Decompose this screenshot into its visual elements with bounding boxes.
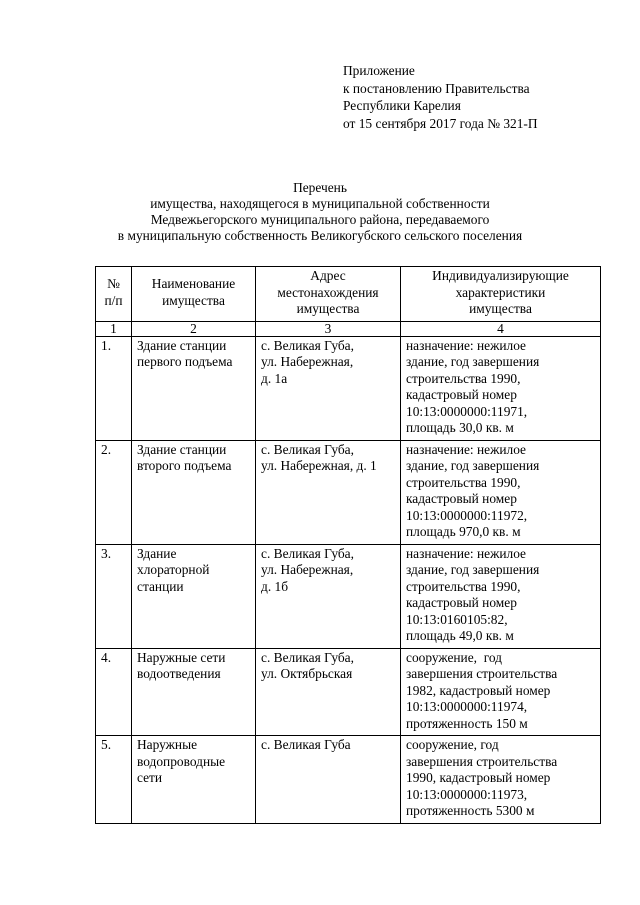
details-line: 10:13:0000000:11972,: [406, 507, 528, 523]
heading-line: в муниципальную собственность Великогубского сельского поселения: [117, 228, 523, 243]
table-row: [96, 440, 601, 544]
details-line: строительства 1990,: [406, 370, 521, 386]
details-line: кадастровый номер: [406, 387, 517, 402]
header-line: характеристики: [455, 284, 546, 300]
address-line: ул. Октябрьская: [261, 666, 353, 681]
details-line: протяженность 5300 м: [406, 803, 535, 818]
details-line: строительства 1990,: [406, 474, 521, 490]
column-number: 4: [401, 321, 601, 336]
address-line: ул. Набережная, д. 1: [261, 458, 377, 473]
row-name: [132, 736, 256, 824]
row-details: [401, 648, 601, 736]
row-details: [401, 440, 601, 544]
appendix-line: от 15 сентября 2017 года № 321-П: [343, 115, 538, 131]
address-line: д. 1б: [261, 578, 289, 594]
column-number: 2: [132, 321, 256, 336]
details-line: кадастровый номер: [406, 595, 517, 610]
column-number: 3: [256, 321, 401, 336]
row-details: [401, 736, 601, 824]
details-line: площадь 970,0 кв. м: [406, 524, 521, 539]
appendix-line: к постановлению Правительства: [343, 80, 530, 96]
header-line: Адрес: [310, 268, 346, 283]
details-line: строительства 1990,: [406, 578, 521, 594]
row-name: [132, 336, 256, 440]
details-line: площадь 30,0 кв. м: [406, 420, 514, 435]
appendix-line: Республики Карелия: [343, 98, 461, 113]
appendix-note: [343, 62, 538, 132]
name-line: сети: [137, 770, 163, 785]
table-row: [96, 544, 601, 648]
details-line: кадастровый номер: [406, 491, 517, 506]
header-line: Наименование: [151, 276, 236, 292]
row-details: [401, 336, 601, 440]
name-line: водопроводные: [137, 753, 226, 769]
row-number: 3.: [96, 544, 132, 648]
header-number: [96, 267, 132, 322]
details-line: 10:13:0000000:11971,: [406, 403, 528, 419]
address-line: с. Великая Губа,: [261, 441, 354, 457]
address-line: с. Великая Губа,: [261, 649, 354, 665]
details-line: 1982, кадастровый номер: [406, 682, 551, 698]
details-line: 10:13:0160105:82,: [406, 611, 508, 627]
row-address: [256, 544, 401, 648]
row-name: [132, 544, 256, 648]
row-address: [256, 336, 401, 440]
column-number-row: [96, 321, 601, 336]
header-line: Индивидуализирующие: [432, 268, 569, 283]
address-line: с. Великая Губа: [261, 737, 351, 752]
address-line: с. Великая Губа,: [261, 337, 354, 353]
details-line: сооружение, год: [406, 737, 499, 752]
row-number: 1.: [96, 336, 132, 440]
document-heading: [0, 180, 640, 244]
appendix-line: Приложение: [343, 63, 415, 78]
name-line: Наружные сети: [137, 649, 226, 665]
details-line: площадь 49,0 кв. м: [406, 628, 514, 643]
header-line: имущества: [469, 301, 532, 316]
details-line: протяженность 150 м: [406, 715, 528, 731]
address-line: с. Великая Губа,: [261, 545, 354, 561]
details-line: завершения строительства: [406, 753, 558, 769]
header-line: п/п: [104, 292, 123, 308]
details-line: 10:13:0000000:11973,: [406, 786, 528, 802]
document-title: Перечень: [293, 180, 347, 195]
row-number: 4.: [96, 648, 132, 736]
row-name: [132, 440, 256, 544]
name-line: Здание: [137, 545, 177, 561]
details-line: назначение: нежилое: [406, 441, 527, 457]
name-line: второго подъема: [137, 458, 232, 473]
details-line: 10:13:0000000:11974,: [406, 699, 528, 714]
header-address: [256, 267, 401, 322]
row-name: [132, 648, 256, 736]
details-line: здание, год завершения: [406, 562, 540, 577]
row-number: 5.: [96, 736, 132, 824]
name-line: хлораторной: [137, 562, 210, 577]
address-line: д. 1а: [261, 370, 288, 386]
row-address: [256, 440, 401, 544]
details-line: здание, год завершения: [406, 354, 540, 369]
header-line: местонахождения: [277, 284, 379, 300]
details-line: здание, год завершения: [406, 458, 540, 473]
name-line: Здание станции: [137, 441, 227, 457]
heading-line: имущества, находящегося в муниципальной собственности: [150, 196, 490, 211]
address-line: ул. Набережная,: [261, 354, 354, 369]
property-table: [95, 266, 601, 824]
header-name: [132, 267, 256, 322]
table-row: [96, 736, 601, 824]
row-details: [401, 544, 601, 648]
name-line: Здание станции: [137, 337, 227, 353]
row-address: [256, 736, 401, 824]
name-line: первого подъема: [137, 354, 233, 369]
row-number: 2.: [96, 440, 132, 544]
details-line: сооружение, год: [406, 649, 502, 665]
table-header-row: [96, 267, 601, 322]
header-details: [401, 267, 601, 322]
name-line: станции: [137, 578, 184, 594]
details-line: назначение: нежилое: [406, 337, 527, 353]
name-line: Наружные: [137, 737, 198, 752]
details-line: завершения строительства: [406, 666, 558, 681]
details-line: 1990, кадастровый номер: [406, 770, 551, 785]
row-address: [256, 648, 401, 736]
details-line: назначение: нежилое: [406, 545, 527, 561]
column-number: 1: [96, 321, 132, 336]
name-line: водоотведения: [137, 666, 221, 681]
header-line: №: [107, 276, 120, 292]
table-row: [96, 648, 601, 736]
address-line: ул. Набережная,: [261, 562, 354, 577]
header-line: имущества: [296, 301, 360, 316]
header-line: имущества: [162, 292, 225, 308]
table-row: [96, 336, 601, 440]
heading-line: Медвежьегорского муниципального района, передаваемого: [150, 212, 490, 227]
